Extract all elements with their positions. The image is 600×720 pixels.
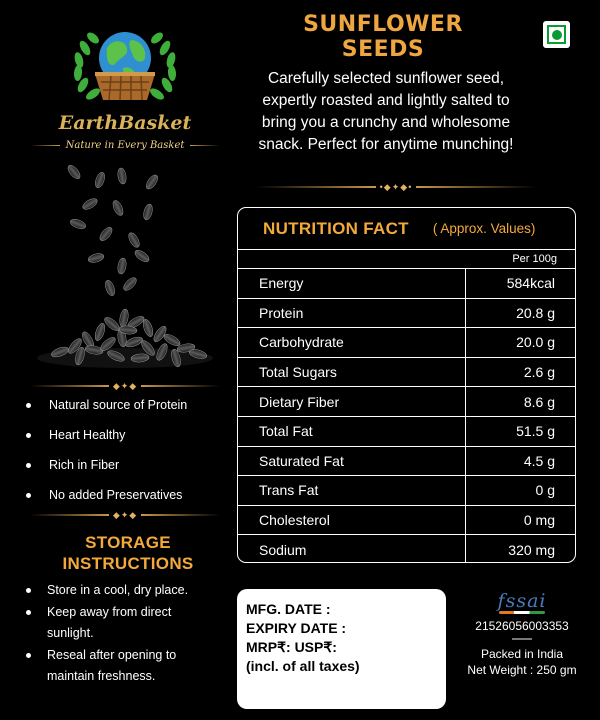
net-weight: Net Weight : 250 gm xyxy=(467,663,577,677)
fssai-block xyxy=(462,590,582,678)
table-row: Total Sugars 2.6 g xyxy=(238,358,575,388)
sunflower-seeds-illustration xyxy=(30,162,220,384)
fssai-logo: fssai xyxy=(497,590,547,612)
product-description: Carefully selected sunflower seed, expertly roasted and lightly salted to bring you a crunchy and wholesome snack. Perfect for anytime munching! xyxy=(258,70,514,153)
nutrition-table xyxy=(237,207,576,563)
list-item: Rich in Fiber xyxy=(26,450,226,480)
mfg-date-label: MFG. DATE : xyxy=(246,601,331,617)
nutrition-title: NUTRITION FACT xyxy=(263,218,409,238)
section-divider: ◆✦◆ xyxy=(30,510,220,520)
product-title: SUNFLOWER SEEDS xyxy=(303,12,463,62)
table-row: Cholesterol 0 mg xyxy=(238,506,575,536)
tax-note: (incl. of all taxes) xyxy=(246,658,360,674)
storage-title: STORAGE INSTRUCTIONS xyxy=(62,533,194,573)
storage-list xyxy=(26,580,226,688)
table-row: Energy 584kcal xyxy=(238,269,575,299)
feature-list xyxy=(26,390,226,510)
list-item: Natural source of Protein xyxy=(26,390,226,420)
bullet-icon xyxy=(26,653,31,658)
globe-basket-icon xyxy=(65,18,185,110)
mrp-label: MRP₹: USP₹: xyxy=(246,639,337,655)
brand-name: EarthBasket xyxy=(58,112,192,134)
table-row: Dietary Fiber 8.6 g xyxy=(238,387,575,417)
bullet-icon xyxy=(26,588,31,593)
per-serving-label: Per 100g xyxy=(238,250,575,269)
tagline-row xyxy=(30,140,220,151)
fssai-license-number: 21526056003353 xyxy=(475,619,569,633)
section-divider: •◆✦◆• xyxy=(256,182,536,192)
section-divider: ◆✦◆ xyxy=(30,381,220,391)
list-item: Heart Healthy xyxy=(26,420,226,450)
expiry-date-label: EXPIRY DATE : xyxy=(246,620,347,636)
nutrition-approx: ( Approx. Values) xyxy=(432,221,536,236)
bullet-icon xyxy=(26,610,31,615)
table-row: Sodium 320 mg xyxy=(238,535,575,563)
list-item: Keep away from direct sunlight. xyxy=(26,602,226,644)
bullet-icon xyxy=(26,493,31,498)
table-row: Trans Fat 0 g xyxy=(238,476,575,506)
table-row: Saturated Fat 4.5 g xyxy=(238,447,575,477)
veg-symbol-icon xyxy=(543,21,570,48)
table-row: Protein 20.8 g xyxy=(238,299,575,329)
nutrition-header xyxy=(238,208,575,250)
brand-tagline: Nature in Every Basket xyxy=(65,140,185,151)
table-row: Carbohydrate 20.0 g xyxy=(238,328,575,358)
bullet-icon xyxy=(26,403,31,408)
list-item: No added Preservatives xyxy=(26,480,226,510)
bullet-icon xyxy=(26,433,31,438)
brand-logo xyxy=(30,18,220,151)
packed-in: Packed in India xyxy=(480,647,564,661)
list-item: Reseal after opening to maintain freshness. xyxy=(26,645,226,687)
bullet-icon xyxy=(26,463,31,468)
list-item: Store in a cool, dry place. xyxy=(26,580,226,601)
mfg-info-box xyxy=(237,589,446,709)
table-row: Total Fat 51.5 g xyxy=(238,417,575,447)
